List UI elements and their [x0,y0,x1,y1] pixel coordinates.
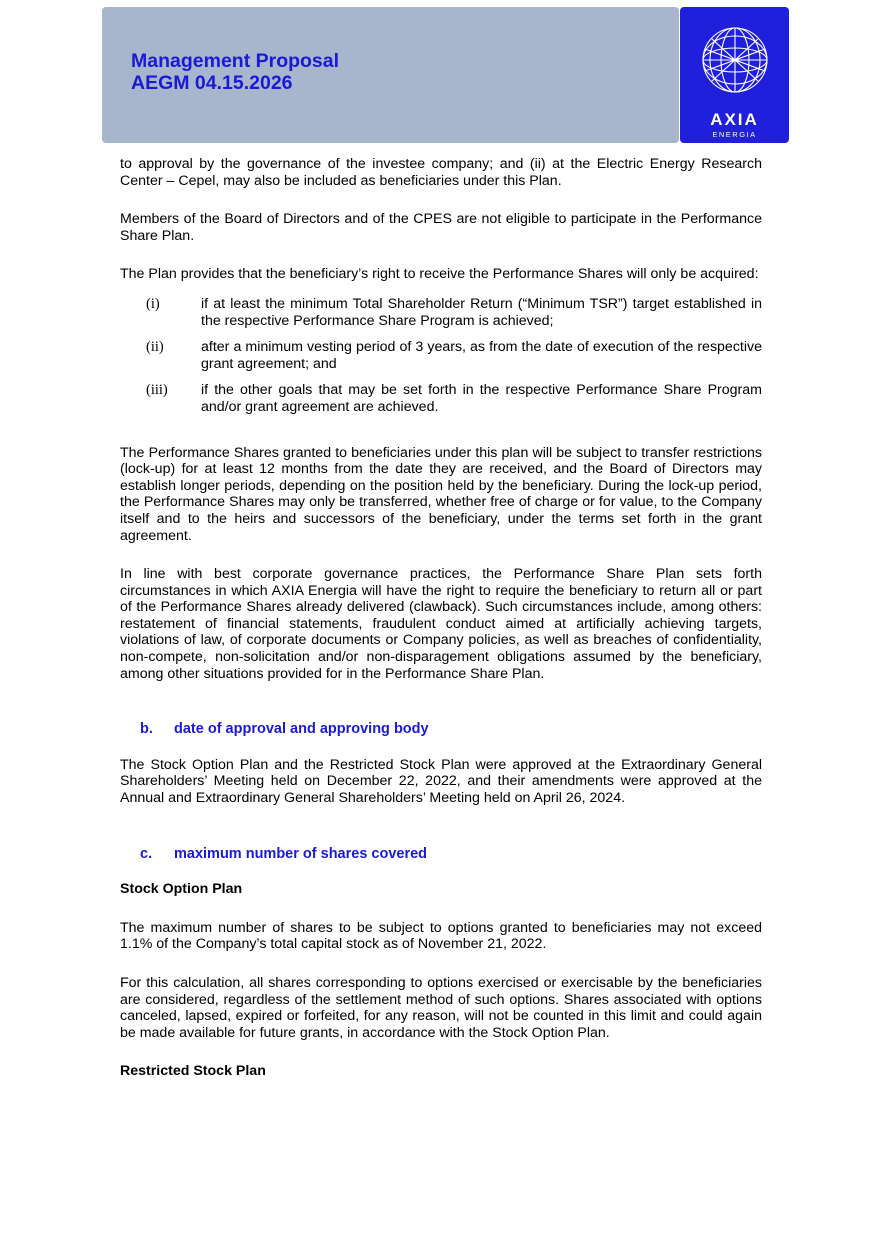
list-text: if the other goals that may be set forth in the respective Performance Share Program and/or grant agreement are achieved. [201,382,762,415]
section-heading-b [120,721,762,738]
document-title [131,50,339,94]
company-logo [680,7,789,143]
list-number: (iii) [146,382,168,399]
list-item [120,382,762,415]
list-number: (i) [146,295,160,312]
paragraph-7: The maximum number of shares to be subject to options granted to beneficiaries may not exceed 1.1% of the Company’s total capital stock as of November 21, 2022. [120,919,762,953]
section-letter: c. [140,845,153,862]
subheading-stock-option-plan: Stock Option Plan [120,881,243,898]
paragraph-2: Members of the Board of Directors and of the CPES are not eligible to participate in the Performance Share Plan. [120,211,762,244]
paragraph-8: For this calculation, all shares corresponding to options exercised or exercisable by the beneficiaries are considered, regardless of the settlement method of such options. Shares associated with options canceled, lapsed, expired or forfeited, for any reason, will not be counted in this limit and could again be made available for future grants, in accordance with the Stock Option Plan. [120,975,762,1041]
subheading-restricted-stock-plan: Restricted Stock Plan [120,1063,266,1080]
logo-brand: AXIA [710,110,759,129]
document-body [120,156,762,1080]
list-item [120,339,762,372]
paragraph-1: to approval by the governance of the investee company; and (ii) at the Electric Energy Research Center – Cepel, may also be included as beneficiaries under this Plan. [120,156,762,189]
section-heading-c [120,846,762,863]
section-title: date of approval and approving body [174,721,429,738]
logo-subtitle: ENERGIA [712,130,757,139]
list-text: after a minimum vesting period of 3 years, as from the date of execution of the respective grant agreement; and [201,339,762,372]
section-letter: b. [140,721,153,738]
section-title: maximum number of shares covered [174,845,428,862]
list-number: (ii) [146,339,164,356]
paragraph-6: The Stock Option Plan and the Restricted Stock Plan were approved at the Extraordinary General Shareholders’ Meeting held on December 22, 2022, and their amendments were approved at the Annual and Extraordinary General Shareholders’ Meeting held on April 26, 2024. [120,756,762,807]
conditions-list [120,296,762,416]
paragraph-4: The Performance Shares granted to beneficiaries under this plan will be subject to transfer restrictions (lock-up) for at least 12 months from the date they are received, and the Board of Directors may establish longer periods, depending on the position held by the beneficiary. During the lock-up period, the Performance Shares may only be transferred, whether free of charge or for value, to the Company itself and to the heirs and successors of the beneficiary, under the terms set forth in the grant agreement. [120,444,762,544]
list-item [120,296,762,329]
globe-icon [700,25,770,95]
title-line-2: AEGM 04.15.2026 [131,72,293,94]
title-line-1: Management Proposal [131,50,340,72]
paragraph-5: In line with best corporate governance practices, the Performance Share Plan sets forth circumstances in which AXIA Energia will have the right to require the beneficiary to return all or part of the Performance Shares already delivered (clawback). Such circumstances include, among others: restatement of financial statements, fraudulent conduct aimed at artificially achieving targets, violations of law, of corporate documents or Company policies, as well as breaches of confidentiality, non-compete, non-solicitation and/or non-disparagement obligations assumed by the beneficiary, among other situations provided for in the Performance Share Plan. [120,566,762,682]
list-text: if at least the minimum Total Shareholder Return (“Minimum TSR”) target established in the respective Performance Share Program is achieved; [201,295,762,329]
paragraph-3: The Plan provides that the beneficiary’s right to receive the Performance Shares will only be acquired: [120,266,759,283]
